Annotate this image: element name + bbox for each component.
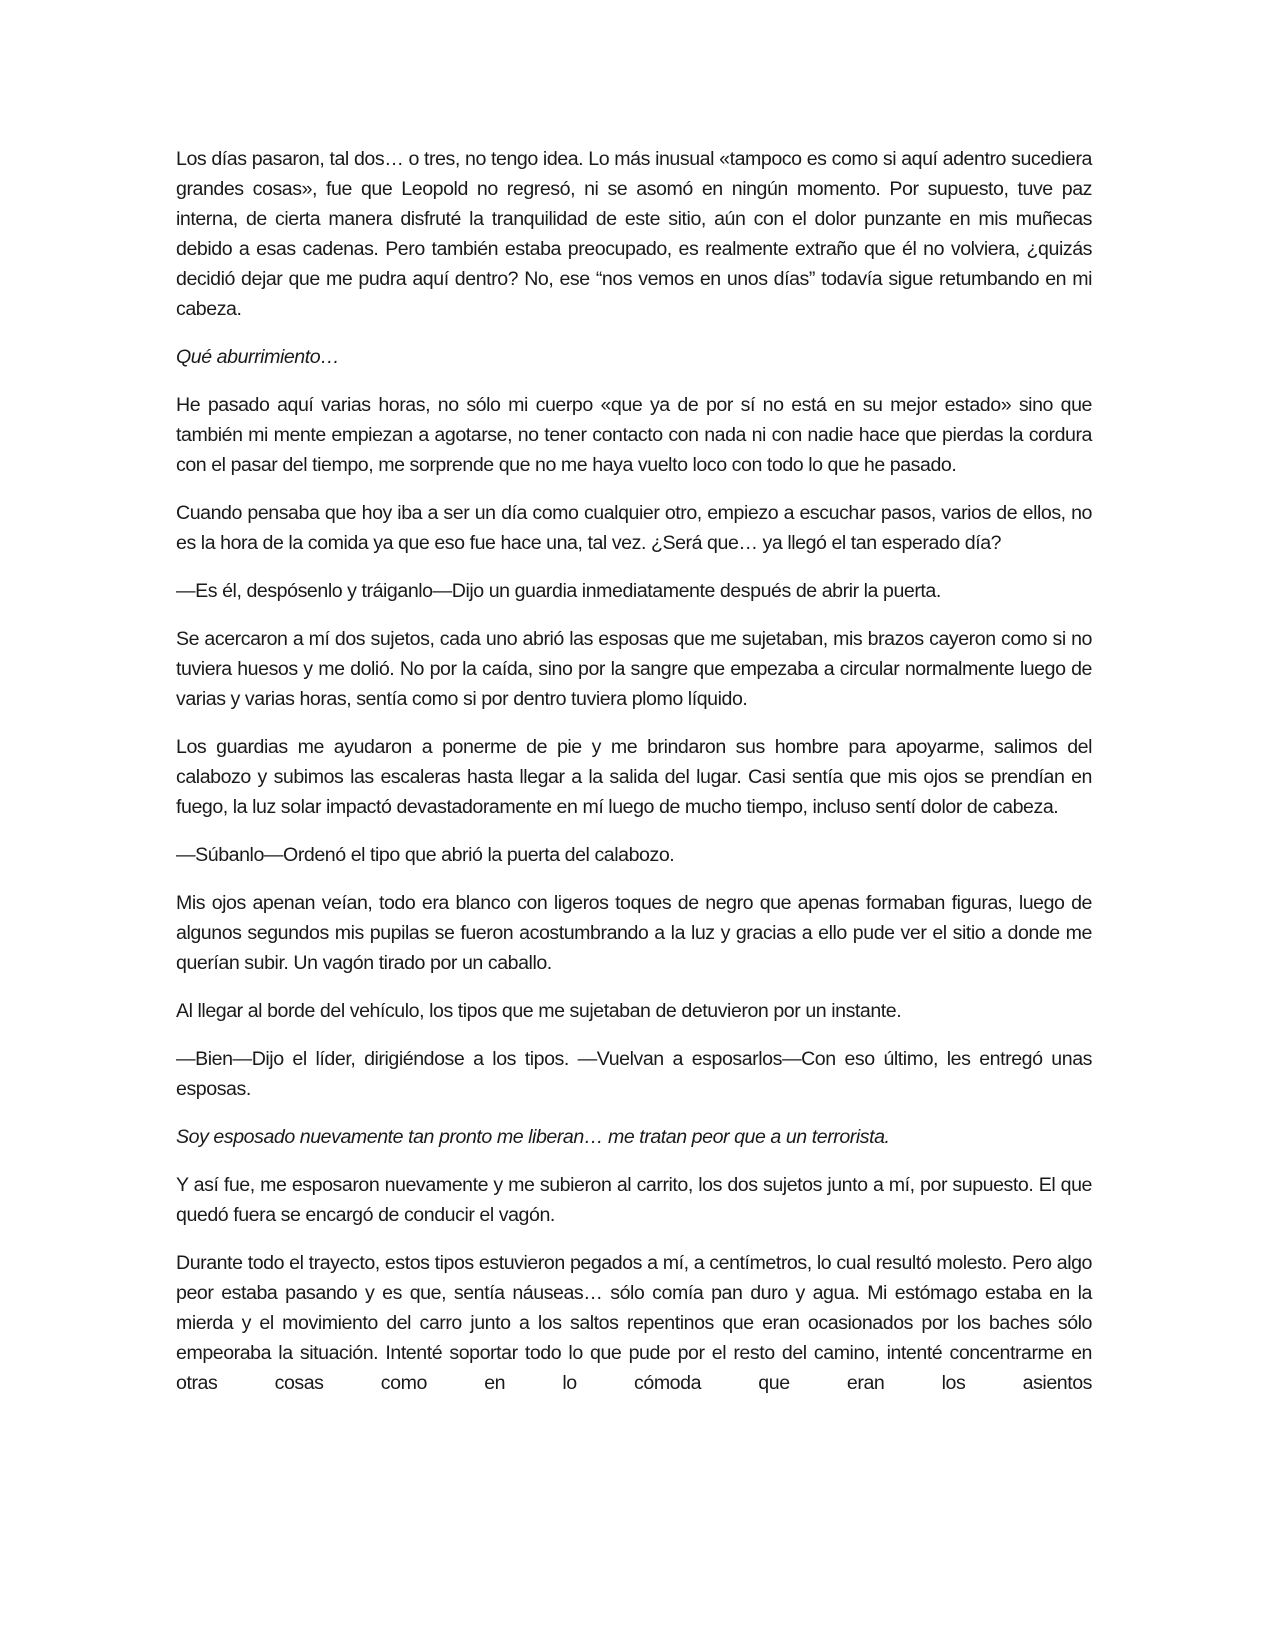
paragraph-12-thought: Soy esposado nuevamente tan pronto me liberan… me tratan peor que a un terrorista.: [176, 1126, 890, 1148]
paragraph-2-thought: Qué aburrimiento…: [176, 346, 340, 368]
paragraph-13: Y así fue, me esposaron nuevamente y me subieron al carrito, los dos sujetos junto a mí, por supuesto. El que quedó fuera se encargó de conducir el vagón.: [176, 1174, 1092, 1226]
paragraph-6: Se acercaron a mí dos sujetos, cada uno abrió las esposas que me sujetaban, mis brazos cayeron como si no tuviera huesos y me dolió. No por la caída, sino por la sangre que empezaba a circular normalmente luego de varias y varias horas, sentía como si por dentro tuviera plomo líquido.: [176, 628, 1092, 710]
paragraph-9: Mis ojos apenan veían, todo era blanco con ligeros toques de negro que apenas formaban figuras, luego de algunos segundos mis pupilas se fueron acostumbrando a la luz y gracias a ello pude ver el sitio a donde me querían subir. Un vagón tirado por un caballo.: [176, 892, 1092, 974]
paragraph-4: Cuando pensaba que hoy iba a ser un día como cualquier otro, empiezo a escuchar pasos, varios de ellos, no es la hora de la comida ya que eso fue hace una, tal vez. ¿Será que… ya llegó el tan esperado día?: [176, 502, 1092, 554]
paragraph-8-dialogue: —Súbanlo—Ordenó el tipo que abrió la puerta del calabozo.: [176, 844, 675, 866]
paragraph-14: Durante todo el trayecto, estos tipos estuvieron pegados a mí, a centímetros, lo cual resultó molesto. Pero algo peor estaba pasando y es que, sentía náuseas… sólo comía pan duro y agua. Mi estómago estaba en la mierda y el movimiento del carro junto a los saltos repentinos que eran ocasionados por los baches sólo empeoraba la situación. Intenté soportar todo lo que pude por el resto del camino, intenté concentrarme en otras cosas como en lo cómoda que eran los asientos: [176, 1252, 1092, 1394]
paragraph-1: Los días pasaron, tal dos… o tres, no tengo idea. Lo más inusual «tampoco es como si aquí adentro sucediera grandes cosas», fue que Leopold no regresó, ni se asomó en ningún momento. Por supuesto, tuve paz interna, de cierta manera disfruté la tranquilidad de este sitio, aún con el dolor punzante en mis muñecas debido a esas cadenas. Pero también estaba preocupado, es realmente extraño que él no volviera, ¿quizás decidió dejar que me pudra aquí dentro? No, ese “nos vemos en unos días” todavía sigue retumbando en mi cabeza.: [176, 148, 1092, 320]
document-page: [176, 144, 1092, 1416]
paragraph-10: Al llegar al borde del vehículo, los tipos que me sujetaban de detuvieron por un instante.: [176, 1000, 902, 1022]
paragraph-11-dialogue: —Bien—Dijo el líder, dirigiéndose a los tipos. —Vuelvan a esposarlos—Con eso último, les entregó unas esposas.: [176, 1048, 1092, 1100]
paragraph-7: Los guardias me ayudaron a ponerme de pie y me brindaron sus hombre para apoyarme, salimos del calabozo y subimos las escaleras hasta llegar a la salida del lugar. Casi sentía que mis ojos se prendían en fuego, la luz solar impactó devastadoramente en mí luego de mucho tiempo, incluso sentí dolor de cabeza.: [176, 736, 1092, 818]
paragraph-5-dialogue: —Es él, despósenlo y tráiganlo—Dijo un guardia inmediatamente después de abrir la puerta.: [176, 580, 941, 602]
paragraph-3: He pasado aquí varias horas, no sólo mi cuerpo «que ya de por sí no está en su mejor estado» sino que también mi mente empiezan a agotarse, no tener contacto con nada ni con nadie hace que pierdas la cordura con el pasar del tiempo, me sorprende que no me haya vuelto loco con todo lo que he pasado.: [176, 394, 1092, 476]
